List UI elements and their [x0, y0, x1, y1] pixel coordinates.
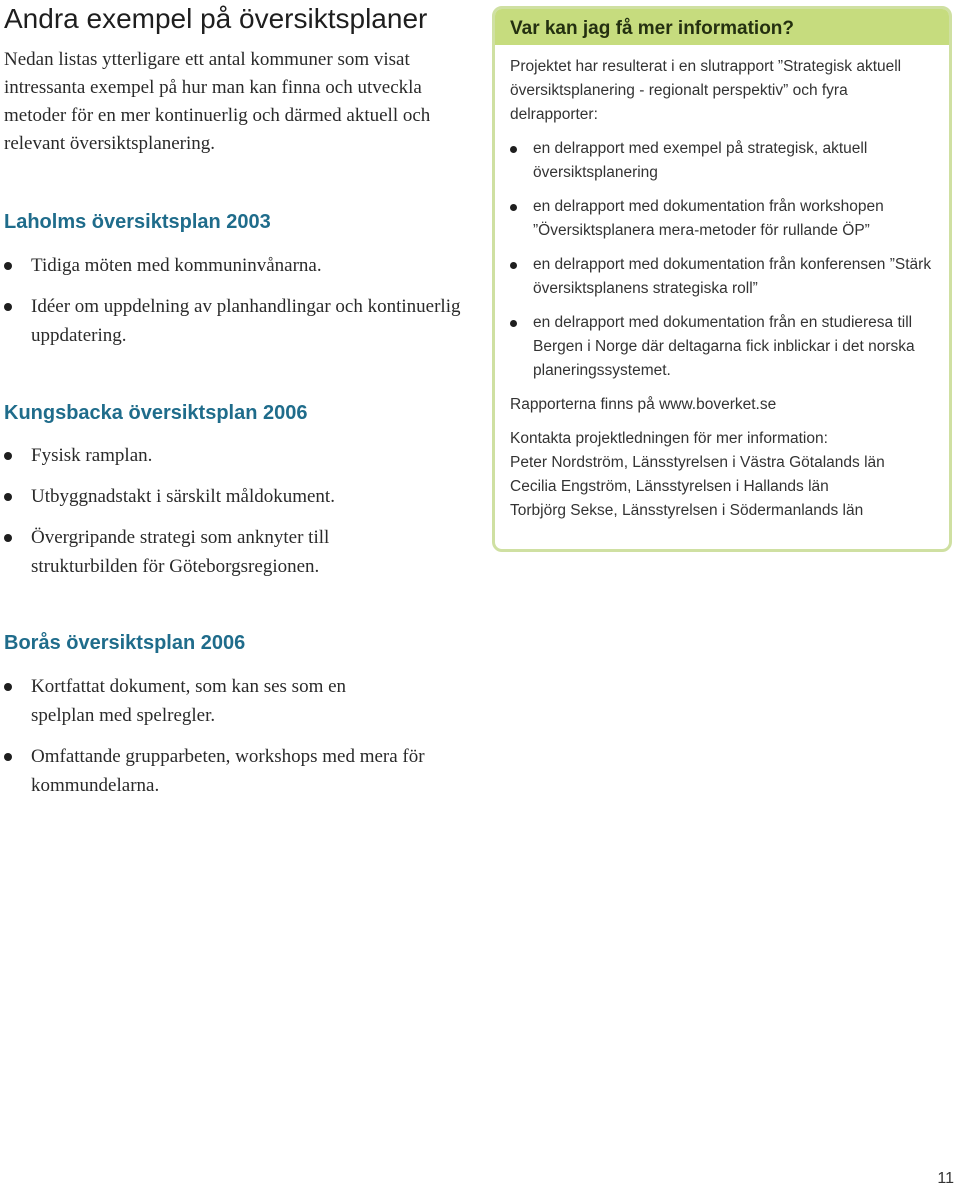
list-item: Omfattande grupparbeten, workshops med mera för kommundelarna.: [4, 742, 471, 800]
bullet-icon: [4, 452, 12, 460]
list-item: en delrapport med dokumentation från workshopen ”Översiktsplanera mera-metoder för rullande ÖP”: [510, 195, 935, 243]
list-item: en delrapport med dokumentation från en studieresa till Bergen i Norge där deltagarna fick inblickar i det norska planeringssystemet.: [510, 311, 935, 383]
report-list: [510, 137, 935, 383]
contact-line: Torbjörg Sekse, Länsstyrelsen i Södermanlands län: [510, 502, 864, 519]
boras-list: [4, 672, 474, 812]
kungsbacka-list: [4, 441, 474, 593]
bullet-icon: [510, 146, 517, 153]
info-box-intro: Projektet har resulterat i en slutrapport ”Strategisk aktuell översiktsplanering - regionalt perspektiv” och fyra delrapporter:: [510, 58, 902, 123]
bullet-icon: [510, 204, 517, 211]
contact-intro: Kontakta projektledningen för mer information:: [510, 430, 828, 447]
bullet-icon: [4, 303, 12, 311]
reports-link-text: Rapporterna finns på www.boverket.se: [510, 396, 777, 413]
bullet-icon: [510, 320, 517, 327]
section-heading-kungsbacka: Kungsbacka översiktsplan 2006: [4, 402, 308, 424]
bullet-icon: [4, 534, 12, 542]
bullet-icon: [4, 262, 12, 270]
list-item: Tidiga möten med kommuninvånarna.: [4, 251, 474, 280]
bullet-icon: [4, 753, 12, 761]
bullet-icon: [510, 262, 517, 269]
contact-line: Cecilia Engström, Länsstyrelsen i Hallands län: [510, 478, 829, 495]
info-box: [492, 6, 952, 552]
section-heading-laholm: Laholms översiktsplan 2003: [4, 211, 271, 233]
page-number: 11: [937, 1170, 954, 1187]
list-item: Idéer om uppdelning av planhandlingar och kontinuerlig uppdatering.: [4, 292, 474, 350]
left-column: [4, 0, 474, 796]
contact-line: Peter Nordström, Länsstyrelsen i Västra Götalands län: [510, 454, 885, 471]
intro-paragraph: Nedan listas ytterligare ett antal kommuner som visat intressanta exempel på hur man kan finna och utveckla metoder för en mer kontinuerlig och därmed aktuell och relevant översiktsplanering.: [4, 49, 431, 154]
list-item: Utbyggnadstakt i särskilt måldokument.: [4, 482, 474, 511]
info-box-heading: Var kan jag få mer information?: [495, 9, 949, 45]
list-item: Kortfattat dokument, som kan ses som en spelplan med spelregler.: [4, 672, 401, 730]
laholm-list: [4, 251, 474, 362]
bullet-icon: [4, 683, 12, 691]
list-item: en delrapport med dokumentation från konferensen ”Stärk översiktsplanens strategiska roll”: [510, 253, 935, 301]
list-item: Fysisk ramplan.: [4, 441, 474, 470]
page-title: Andra exempel på översiktsplaner: [4, 3, 428, 34]
bullet-icon: [4, 493, 12, 501]
list-item: Övergripande strategi som anknyter till strukturbilden för Göteborgsregionen.: [4, 523, 411, 581]
list-item: en delrapport med exempel på strategisk, aktuell översiktsplanering: [510, 137, 935, 185]
section-heading-boras: Borås översiktsplan 2006: [4, 632, 246, 654]
info-box-body: [495, 45, 949, 523]
